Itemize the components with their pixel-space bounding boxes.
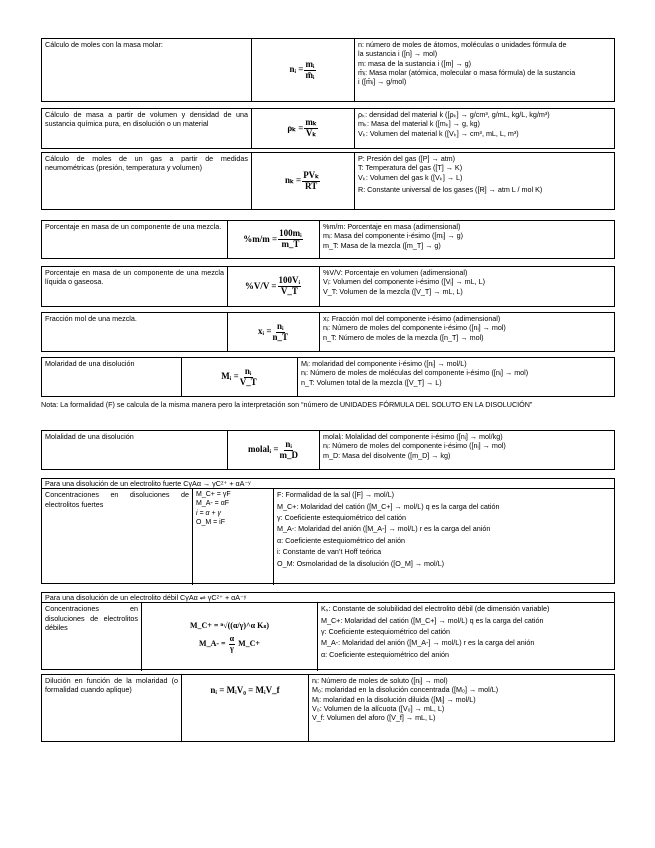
variable-line: F: Formalidad de la sal ([F] → mol/L) — [277, 490, 395, 500]
formula-rhs: ⁿ√((α/γ)^α Kₛ) — [220, 620, 270, 630]
variable-list — [355, 39, 614, 101]
formula-lhs: %m/m = — [243, 233, 278, 244]
formula — [252, 39, 355, 101]
variable-list — [355, 153, 614, 209]
note-formalidad: Nota: La formalidad (F) se calcula de la misma manera pero la interpretación son “número de UNIDADES FÓRMULA DEL SOLUTO EN LA DISOLUCIÓN” — [41, 400, 533, 409]
formula — [228, 221, 320, 258]
formula-denominator: m̄ᵢ — [305, 69, 315, 80]
table-porcentaje-masa — [41, 220, 615, 259]
variable-list — [320, 267, 614, 306]
formula — [142, 603, 318, 671]
formula-numerator: PVₖ — [303, 169, 320, 180]
variable-line: i: Constante de van’t Hoff teórica — [277, 547, 382, 557]
variable-line: nᵢ: Número de moles de moléculas del componente i-ésimo ([nᵢ] → mol) — [301, 368, 529, 378]
variable-line: Vᵢ: Volumen del componente i-ésimo ([Vᵢ] → mL, L) — [323, 277, 486, 287]
definition-text: Cálculo de moles de un gas a partir de medidas neumométricas (presión, temperatura y volumen) — [42, 153, 252, 209]
formula-denominator: Vₖ — [305, 128, 317, 138]
variable-line: γ: Coeficiente estequiométrico del catión — [277, 513, 407, 523]
formula-dilution: nᵢ = MᵢV₀ = MᵢV_f — [210, 685, 280, 695]
variable-line: α: Coeficiente estequiométrico del anión — [277, 535, 406, 545]
formula-denominator: m_D — [279, 449, 298, 460]
variable-line: %V/V: Porcentaje en volumen (adimensional) — [323, 268, 468, 277]
variable-line: xᵢ: Fracción mol del componente i-ésimo (adimensional) — [323, 314, 501, 323]
variable-line: m: masa de la sustancia i ([m] → g) — [358, 58, 472, 68]
variable-line: O_M: Osmolaridad de la disolución ([O_M] → mol/L) — [277, 558, 444, 568]
definition-text: Dilución en función de la molaridad (o formalidad cuando aplique) — [42, 675, 182, 741]
formula-lhs: Mᵢ = — [221, 371, 239, 382]
table-electrolito-debil — [41, 592, 615, 670]
variable-line: α: Coeficiente estequiométrico del anión — [321, 649, 450, 659]
definition-text: Concentraciones en disoluciones de electrolitos fuertes — [42, 489, 193, 585]
formula — [228, 267, 320, 306]
variable-line: M_A-: Molaridad del anión ([M_A-] → mol/L) r es la carga del anión — [321, 638, 535, 648]
formula-denominator: RT — [305, 180, 318, 191]
variable-line: n_T: Número de moles de la mezcla ([n_T] → mol) — [323, 332, 484, 342]
definition-text: Concentraciones en disoluciones de electrolitos débiles — [42, 603, 142, 671]
formula-numerator: 100Vᵢ — [278, 275, 301, 286]
formula-lhs: nᵢ = — [289, 64, 304, 75]
variable-list — [318, 603, 614, 671]
variable-line: M_C+: Molaridad del catión ([M_C+] → mol/L) q es la carga del catión — [321, 615, 544, 625]
variable-line: Mᵢ: molaridad del componente i-ésimo ([nᵢ] → mol/L) — [301, 359, 467, 368]
definition-text: Cálculo de masa a partir de volumen y densidad de una sustancia química pura, en disolución o un material — [42, 109, 252, 148]
variable-line: Vₖ: Volumen del gas k ([Vₖ] → L) — [358, 172, 463, 182]
definition-text: Porcentaje en masa de un componente de una mezcla. — [42, 221, 228, 258]
formula-denominator: γ — [229, 644, 234, 654]
definition-text: Molaridad de una disolución — [42, 358, 182, 396]
variable-line: %m/m: Porcentaje en masa (adimensional) — [323, 222, 461, 231]
table-masa-densidad — [41, 108, 615, 149]
definition-text: Cálculo de moles con la masa molar: — [42, 39, 252, 101]
variable-line: Mᵢ: molaridad en la disolución diluida ([Mᵢ] → mol/L) — [312, 694, 476, 704]
formula-numerator: nᵢ — [276, 320, 284, 331]
variable-line: la sustancia i ([n] → mol) — [358, 49, 438, 59]
variable-line: V₀: Volumen de la alícuota ([V₀] → mL, L) — [312, 704, 445, 714]
variable-list — [274, 489, 614, 585]
formula-denominator: V_T — [280, 286, 298, 296]
equation-line: O_M = iF — [196, 518, 225, 526]
formula — [252, 153, 355, 209]
formula-anion — [199, 635, 260, 654]
formula-lhs: M_C+ = — [189, 620, 219, 630]
section-header: Para una disolución de un electrolito fuerte CγAα → γCᶻ⁺ + αA⁻ʸ — [42, 479, 614, 489]
table-molaridad — [41, 357, 615, 397]
variable-line: M_A-: Molaridad del anión ([M_A-] → mol/L) r es la carga del anión — [277, 524, 491, 534]
section-header: Para una disolución de un electrolito débil CγAα ⇌ γCᶻ⁺ + αA⁻ʸ — [42, 593, 614, 603]
variable-list — [320, 313, 614, 351]
equation-line: M_A- = αF — [196, 500, 230, 508]
variable-list — [309, 675, 614, 741]
variable-list — [320, 431, 614, 469]
formula — [252, 109, 355, 148]
formula — [182, 675, 309, 741]
variable-line: m̄ᵢ: Masa molar (atómica, molecular o masa fórmula) de la sustancia — [358, 68, 576, 78]
formula-lhs: xᵢ = — [258, 326, 272, 337]
table-dilucion — [41, 674, 615, 742]
formula-denominator: m_T — [281, 239, 300, 249]
definition-text: Molalidad de una disolución — [42, 431, 228, 469]
variable-line: n_T: Volumen total de la mezcla ([V_T] → L) — [301, 377, 442, 387]
variable-line: Vₖ: Volumen del material k ([Vₖ] → cm³, mL, L, m³) — [358, 128, 519, 138]
variable-list — [298, 358, 614, 396]
variable-line: R: Constante universal de los gases ([R] → atm L / mol K) — [358, 185, 543, 195]
formula-denominator: n_T — [272, 331, 288, 342]
formula-lhs: M_A- = — [199, 639, 226, 649]
variable-line: T: Temperatura del gas ([T] → K) — [358, 163, 463, 173]
table-electrolito-fuerte — [41, 478, 615, 584]
formula-lhs: molalᵢ = — [248, 444, 279, 455]
variable-line: n: número de moles de átomos, moléculas o unidades fórmula de — [358, 40, 567, 49]
formula-lhs: nₖ = — [284, 175, 302, 186]
variable-line: nᵢ: Número de moles del componente i-ésimo ([nᵢ] → mol) — [323, 323, 506, 333]
table-moles-masa-molar — [41, 38, 615, 102]
table-fraccion-mol — [41, 312, 615, 352]
variable-line: mᵢ: Masa del componente i-ésimo ([mᵢ] → g) — [323, 231, 464, 241]
variable-line: nᵢ: Número de moles del componente i-ésimo ([nᵢ] → mol) — [323, 441, 506, 451]
formula-rhs: M_C+ — [238, 639, 260, 649]
variable-line: i ([m̄ᵢ] → g/mol) — [358, 77, 407, 87]
formula-lhs: %V/V = — [244, 280, 277, 291]
variable-line: nᵢ: Número de moles de soluto ([nᵢ] → mol) — [312, 676, 448, 685]
variable-line: molalᵢ: Molalidad del componente i-ésimo ([nᵢ] → mol/kg) — [323, 432, 503, 441]
table-moles-gas — [41, 152, 615, 210]
table-porcentaje-volumen — [41, 266, 615, 307]
formula-numerator: mₖ — [305, 117, 317, 128]
variable-line: V_f: Volumen del aforo ([V_f] → mL, L) — [312, 713, 436, 723]
variable-line: M_C+: Molaridad del catión ([M_C+] → mol/L) q es la carga del catión — [277, 501, 500, 511]
formula-numerator: 100mᵢ — [279, 228, 302, 239]
equation-line: M_C+ = γF — [196, 491, 231, 499]
formula — [228, 431, 320, 469]
definition-text: Porcentaje en masa de un componente de una mezcla líquida o gaseosa. — [42, 267, 228, 306]
variable-list — [355, 109, 614, 148]
formula-numerator: nᵢ — [244, 365, 252, 376]
table-molalidad — [41, 430, 615, 470]
variable-line: ρₖ: densidad del material k ([ρₖ] → g/cm³, g/mL, kg/L, kg/m³) — [358, 110, 550, 119]
formula-numerator: α — [229, 634, 235, 644]
formula-numerator: mᵢ — [305, 58, 315, 69]
variable-line: γ: Coeficiente estequiométrico del catión — [321, 627, 451, 637]
variable-list — [320, 221, 614, 258]
formula-numerator: nᵢ — [285, 438, 293, 449]
variable-line: Kₛ: Constante de solubilidad del electrolito débil (de dimensión variable) — [321, 604, 550, 614]
variable-line: M₀: molaridad en la disolución concentrada ([M₀] → mol/L) — [312, 685, 499, 695]
definition-text: Fracción mol de una mezcla. — [42, 313, 228, 351]
variable-line: mₖ: Masa del material k ([mₖ] → g, kg) — [358, 119, 480, 129]
variable-line: m_D: Masa del disolvente ([m_D] → kg) — [323, 450, 451, 460]
variable-line: V_T: Volumen de la mezcla ([V_T] → mL, L) — [323, 286, 463, 296]
variable-line: P: Presión del gas ([P] → atm) — [358, 154, 456, 163]
formula-cation — [190, 621, 269, 631]
formula — [228, 313, 320, 351]
equation-line: i = α + γ — [196, 509, 222, 517]
variable-line: m_T: Masa de la mezcla ([m_T] → g) — [323, 240, 441, 250]
formula-lhs: ρₖ = — [287, 122, 304, 133]
formula-denominator: V_T — [239, 376, 257, 387]
formula — [182, 358, 298, 396]
equation-list — [193, 489, 274, 585]
